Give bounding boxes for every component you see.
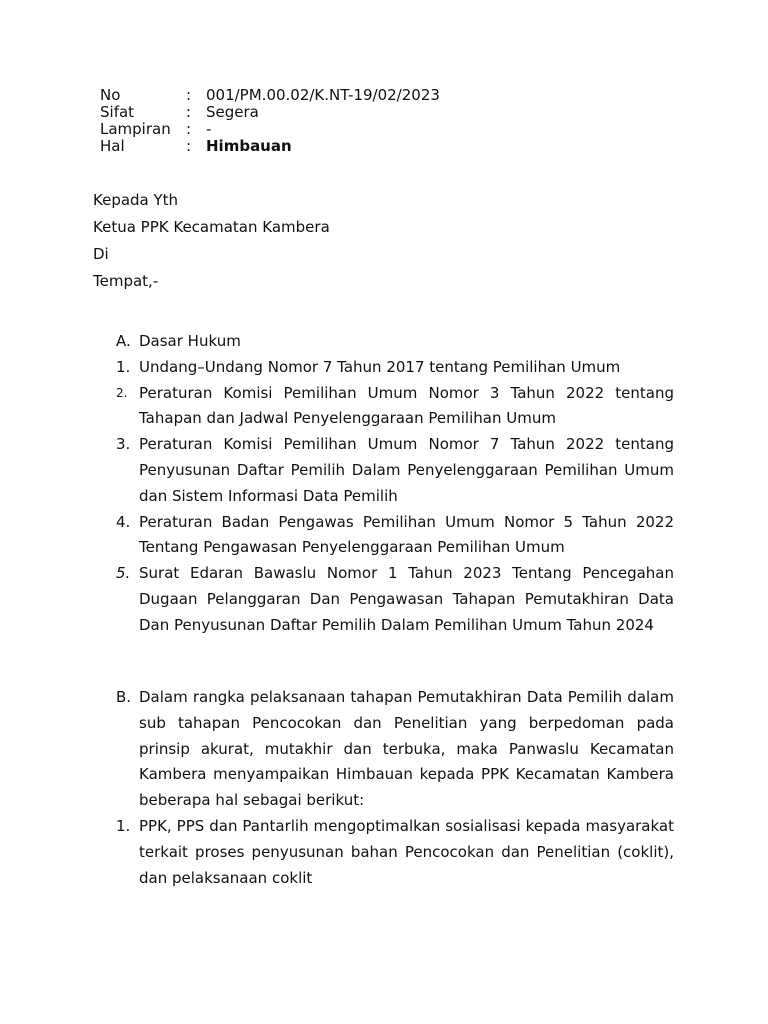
meta-value-subject: Himbauan — [206, 137, 292, 155]
letter-meta — [100, 87, 440, 155]
recipient-address — [93, 187, 330, 295]
list-item — [116, 432, 674, 509]
list-marker: 2. — [116, 385, 128, 400]
meta-value: - — [206, 120, 212, 138]
list-item — [116, 355, 674, 381]
meta-label: No — [100, 86, 121, 104]
list-marker: 4. — [116, 512, 131, 531]
meta-label: Hal — [100, 137, 125, 155]
list-item-text: PPK, PPS dan Pantarlih mengoptimalkan sosialisasi kepada masyarakat terkait proses penyusunan bahan Pencocokan dan Penelitian (coklit), dan pelaksanaan coklit — [139, 816, 674, 887]
list-marker: 3. — [116, 435, 131, 454]
list-item — [116, 561, 674, 638]
meta-row-no — [100, 87, 440, 104]
list-marker: 1. — [116, 357, 131, 376]
list-marker: 5. — [116, 564, 131, 583]
list-item-text: Surat Edaran Bawaslu Nomor 1 Tahun 2023 Tentang Pencegahan Dugaan Pelanggaran Dan Pengawasan Tahapan Pemutakhiran Data Dan Penyusunan Daftar Pemilih Dalam Pemilihan Umum Tahun 2024 — [139, 564, 674, 634]
meta-label: Sifat — [100, 103, 135, 121]
list-item-text: Peraturan Badan Pengawas Pemilihan Umum Nomor 5 Tahun 2022 Tentang Pengawasan Penyelenggaraan Pemilihan Umum — [139, 512, 674, 557]
section-b-intro — [116, 685, 674, 814]
list-marker: A. — [116, 332, 131, 350]
section-heading: Dasar Hukum — [139, 332, 241, 350]
section-b — [116, 685, 674, 891]
list-item-text: Peraturan Komisi Pemilihan Umum Nomor 7 Tahun 2022 tentang Penyusunan Daftar Pemilih Dalam Penyelenggaraan Pemilihan Umum dan Sistem Informasi Data Pemilih — [139, 435, 674, 505]
meta-row-sifat — [100, 104, 440, 121]
list-marker: B. — [116, 688, 132, 706]
section-a-heading — [116, 329, 674, 355]
address-line: Kepada Yth — [93, 191, 179, 209]
address-line: Ketua PPK Kecamatan Kambera — [93, 218, 330, 236]
section-paragraph: Dalam rangka pelaksanaan tahapan Pemutakhiran Data Pemilih dalam sub tahapan Pencocokan dan Penelitian yang berpedoman pada prinsip akurat, mutakhir dan terbuka, maka Panwaslu Kecamatan Kambera menyampaikan Himbauan kepada PPK Kecamatan Kambera beberapa hal sebagai berikut: — [139, 688, 674, 810]
meta-colon: : — [186, 120, 192, 138]
address-line: Tempat,- — [93, 272, 159, 290]
meta-row-lampiran — [100, 121, 440, 138]
list-item — [116, 381, 674, 433]
meta-label: Lampiran — [100, 120, 171, 138]
address-line: Di — [93, 245, 109, 263]
meta-colon: : — [186, 103, 192, 121]
meta-row-hal — [100, 138, 440, 155]
list-item-text: Peraturan Komisi Pemilihan Umum Nomor 3 Tahun 2022 tentang Tahapan dan Jadwal Penyelenggaraan Pemilihan Umum — [139, 383, 674, 428]
list-marker: 1. — [116, 816, 131, 835]
list-item — [116, 814, 674, 891]
meta-value: Segera — [206, 103, 259, 121]
meta-colon: : — [186, 137, 192, 155]
section-a — [116, 329, 674, 639]
meta-value: 001/PM.00.02/K.NT-19/02/2023 — [206, 86, 440, 104]
list-item-text: Undang–Undang Nomor 7 Tahun 2017 tentang Pemilihan Umum — [139, 357, 621, 376]
list-item — [116, 510, 674, 562]
meta-colon: : — [186, 86, 192, 104]
